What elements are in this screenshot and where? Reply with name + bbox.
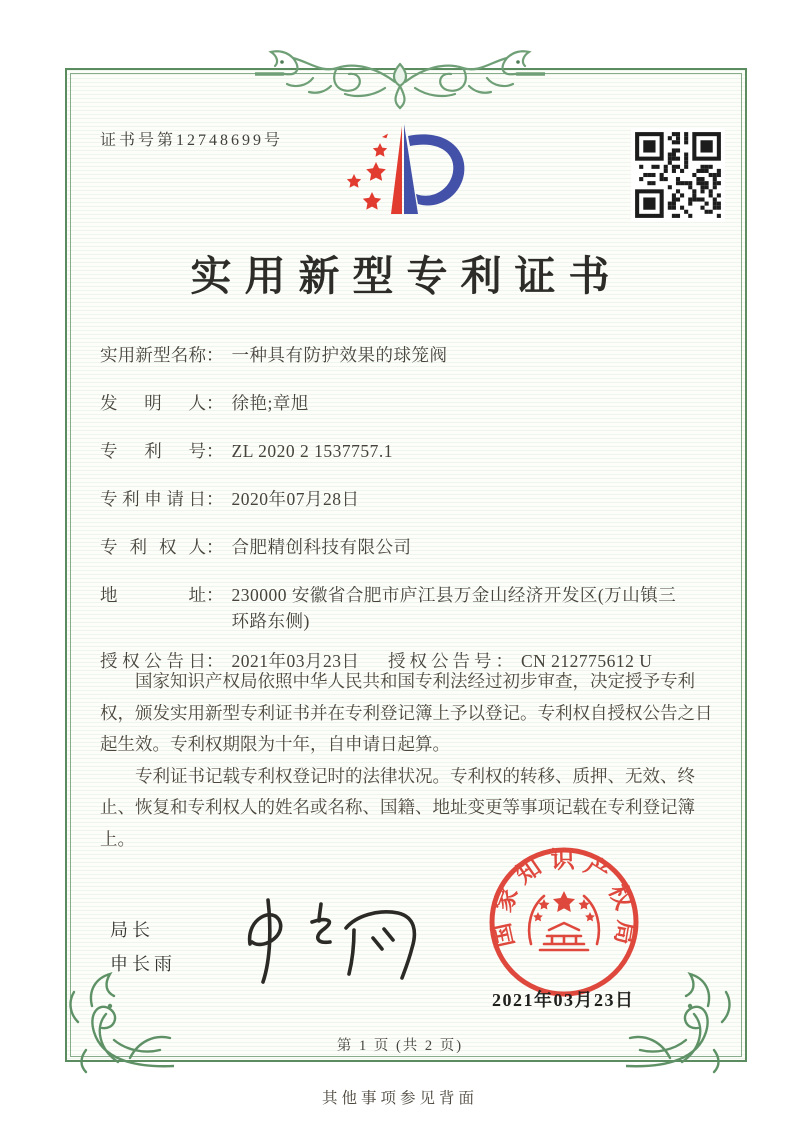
field-colon: ：: [206, 489, 224, 509]
field-label: 专利号: [100, 441, 206, 461]
field-row-filing-date: [100, 486, 718, 512]
certificate-title: 实用新型专利证书: [190, 253, 623, 299]
legal-text: [100, 666, 718, 855]
field-label: 实用新型名称: [100, 345, 206, 365]
official-seal: [468, 844, 660, 1006]
cnipa-logo-icon: [328, 110, 482, 232]
field-colon: ：: [495, 651, 513, 671]
page-number: 第 1 页 (共 2 页): [336, 1038, 464, 1054]
field-row-patent-no: [100, 438, 718, 464]
field-colon: ：: [206, 537, 224, 557]
dragon-ornament-icon: [255, 38, 545, 114]
legal-paragraph-2: 专利证书记载专利权登记时的法律状况。专利权的转移、质押、无效、终止、恢复和专利权人的姓名或名称、国籍、地址变更等事项记载在专利登记簿上。: [100, 765, 695, 849]
seal-ring-text: 国家知识产权局: [489, 847, 639, 950]
commissioner-title: 局长: [110, 920, 154, 940]
certificate-number: 证书号第12748699号: [100, 132, 284, 149]
field-colon: ：: [206, 393, 224, 413]
field-label: 授权公告日: [100, 651, 206, 671]
field-label: 专利权人: [100, 537, 206, 557]
grant-date-value: 2021年03月23日: [231, 651, 360, 671]
field-value: 合肥精创科技有限公司: [231, 537, 412, 557]
field-list: [100, 342, 718, 674]
handwritten-signature: [226, 886, 426, 986]
field-value: 230000 安徽省合肥市庐江县万金山经济开发区(万山镇三环路东侧): [231, 585, 677, 631]
qr-code: [631, 128, 725, 222]
field-label: 授权公告号: [388, 651, 496, 671]
grant-no-value: CN 212775612 U: [521, 651, 653, 671]
field-row-inventor: [100, 390, 718, 416]
field-colon: ：: [206, 585, 224, 605]
legal-paragraph-1: 国家知识产权局依照中华人民共和国专利法经过初步审查，决定授予专利权，颁发实用新型专利证书并在专利登记簿上予以登记。专利权自授权公告之日起生效。专利权期限为十年，自申请日起算。: [100, 671, 713, 754]
field-value: 徐艳;章旭: [231, 393, 309, 413]
field-row-patentee: [100, 534, 718, 560]
field-value: 2020年07月28日: [231, 489, 360, 509]
commissioner-name: 申长雨: [110, 954, 176, 974]
field-colon: ：: [206, 651, 224, 671]
field-value: 一种具有防护效果的球笼阀: [231, 345, 448, 365]
field-value: ZL 2020 2 1537757.1: [231, 441, 393, 461]
field-row-name: [100, 342, 718, 368]
back-side-note: 其他事项参见背面: [321, 1090, 478, 1107]
seal-date: 2021年03月23日: [492, 990, 635, 1010]
field-colon: ：: [206, 441, 224, 461]
field-label: 专利申请日: [100, 489, 206, 509]
corner-flourish-icon: [56, 962, 174, 1074]
field-label: 发明人: [100, 393, 206, 413]
field-row-address: [100, 582, 718, 634]
field-label: 地址: [100, 585, 206, 605]
field-colon: ：: [206, 345, 224, 365]
